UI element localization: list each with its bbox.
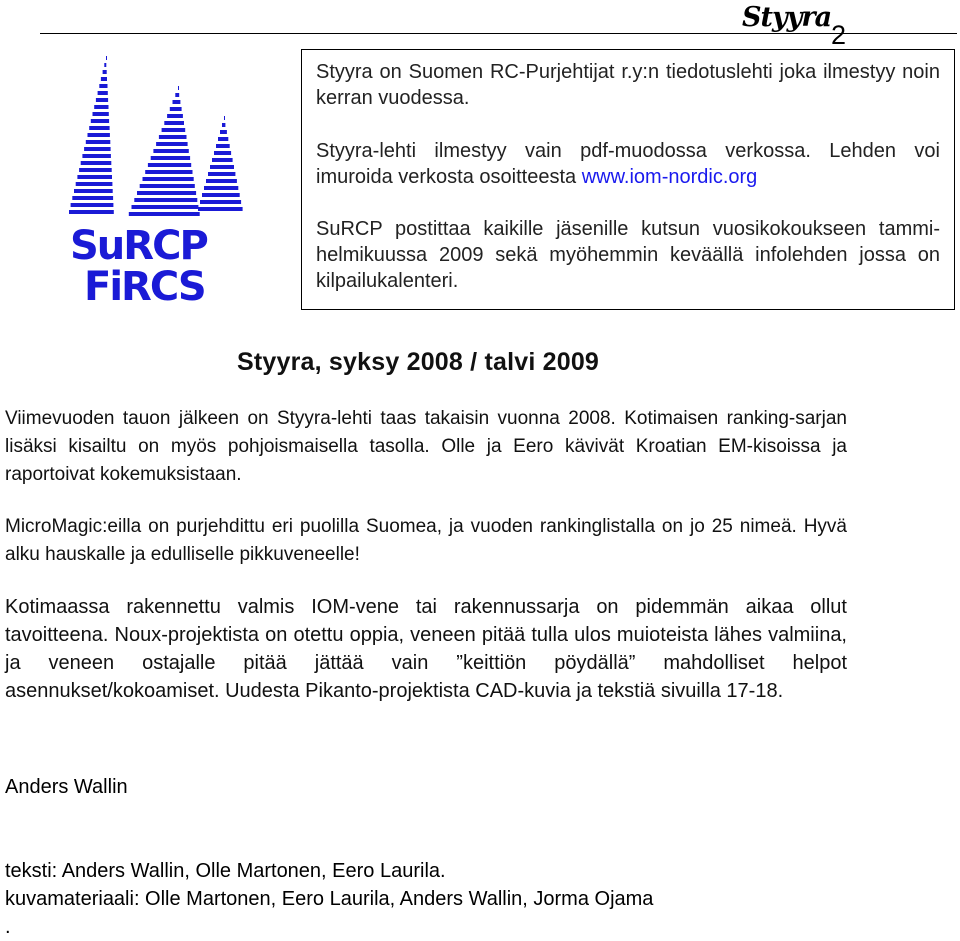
info-paragraph-2 [316, 138, 940, 190]
sail-stripe [218, 137, 228, 141]
credits-images: kuvamateriaali: Olle Martonen, Eero Laurila, Anders Wallin, Jorma Ojama [5, 888, 654, 910]
sail-stripe [202, 193, 240, 197]
sail-stripe [140, 184, 195, 188]
sail-stripe [204, 186, 238, 190]
sail-stripe [72, 196, 113, 200]
sail-stripe [210, 165, 234, 169]
sail-stripe [93, 112, 109, 116]
sail-stripe [178, 86, 179, 90]
sail-stripe [198, 207, 243, 211]
article-title: Styyra, syksy 2008 / talvi 2009 [237, 348, 600, 376]
sail-stripe [104, 63, 106, 67]
sail-stripe [153, 149, 188, 153]
info-paragraph-3: SuRCP postittaa kaikille jäsenille kutsun vuosikokoukseen tammi-helmikuussa 2009 sekä myöhemmin keväällä infolehden jossa on kilpailukalenteri. [316, 218, 940, 292]
sail-stripe [69, 210, 114, 214]
sail-stripe [148, 163, 191, 167]
sail-stripe [175, 93, 179, 97]
sail-stripe [216, 144, 230, 148]
sail-stripe [91, 119, 109, 123]
sail-stripe [170, 107, 182, 111]
signature: Anders Wallin [5, 776, 128, 798]
credits-text: teksti: Anders Wallin, Olle Martonen, Eero Laurila. [5, 860, 446, 882]
sail-stripe [86, 140, 111, 144]
sail-stripe [164, 121, 184, 125]
sail-stripe [167, 114, 183, 118]
article-paragraph-3: Kotimaassa rakennettu valmis IOM-vene tai rakennussarja on pidemmän aikaa ollut tavoitteena. Noux-projektista on otettu oppia, veneen pitää tulla ulos muioteista lähes valmiina, ja veneen ostajalle pitää jättää vain ”keittiön pöydällä” mahdolliset helpot asennukset/kokoamiset. Uudesta Pikanto-projektista CAD-kuvia ja tekstiä sivuilla 17-18. [5, 596, 847, 702]
styyra-script-logo: Styyra [742, 2, 832, 33]
sail-stripe [74, 189, 113, 193]
sail-stripe [151, 156, 190, 160]
sail-stripe [208, 172, 235, 176]
sail-stripe [224, 116, 225, 120]
sail-stripe [162, 128, 186, 132]
sail-stripe [206, 179, 237, 183]
sail-stripe [82, 154, 111, 158]
info-box [301, 49, 955, 310]
sail-stripe [89, 126, 109, 130]
sail-stripe [84, 147, 111, 151]
sail-stripe [101, 77, 107, 81]
sail-stripe [103, 70, 107, 74]
sail-stripe [145, 170, 192, 174]
info-paragraph-1: Styyra on Suomen RC-Purjehtijat r.y:n tiedotuslehti joka ilmestyy noin kerran vuodessa. [316, 61, 940, 109]
website-link[interactable]: www.iom-nordic.org [581, 166, 758, 188]
sail-stripe [159, 135, 187, 139]
sail-stripe [129, 212, 200, 216]
sail-stripe [98, 91, 108, 95]
sail-stripe [81, 161, 112, 165]
sail-stripe [76, 182, 113, 186]
article-paragraph-1: Viimevuoden tauon jälkeen on Styyra-lehti taas takaisin vuonna 2008. Kotimaisen ranking-sarjan lisäksi kisailtu on myös pohjoismaisella tasolla. Olle ja Eero kävivät Kroatian EM-kisoissa ja raportoivat kokemuksistaan. [5, 408, 847, 485]
sail-stripe [99, 84, 107, 88]
sail-stripe [106, 56, 107, 60]
page-number: 2 [831, 20, 847, 50]
credits-trailing: . [5, 916, 11, 938]
info-paragraph-2-text: Styyra-lehti ilmestyy vain pdf-muodossa verkossa. Lehden voi imuroida verkosta osoitteesta [316, 140, 940, 188]
article-paragraph-2: MicroMagic:eilla on purjehdittu eri puolilla Suomea, ja vuoden rankinglistalla on jo 25 nimeä. Hyvä alku hauskalle ja edulliselle pikkuveneelle! [5, 516, 847, 565]
sail-stripe [200, 200, 241, 204]
sail-stripe [137, 191, 196, 195]
sail-stripe [88, 133, 110, 137]
sail-stripe [143, 177, 194, 181]
sail-stripe [214, 151, 231, 155]
sail-stripe [79, 168, 112, 172]
sail-stripe [71, 203, 114, 207]
sail-stripe [96, 98, 108, 102]
sail-stripe [212, 158, 233, 162]
sail-stripe [156, 142, 188, 146]
logo-line1: SuRCP [70, 223, 207, 269]
sail-stripe [132, 205, 199, 209]
sail-stripe [94, 105, 108, 109]
sail-stripe [77, 175, 112, 179]
sail-stripe [220, 130, 227, 134]
credits [5, 857, 653, 941]
surcp-fircs-logo [68, 46, 248, 306]
sail-stripe [222, 123, 225, 127]
sail-stripe [173, 100, 181, 104]
logo-line2: FiRCS [84, 264, 205, 306]
header-rule [40, 33, 957, 34]
sail-stripe [134, 198, 197, 202]
